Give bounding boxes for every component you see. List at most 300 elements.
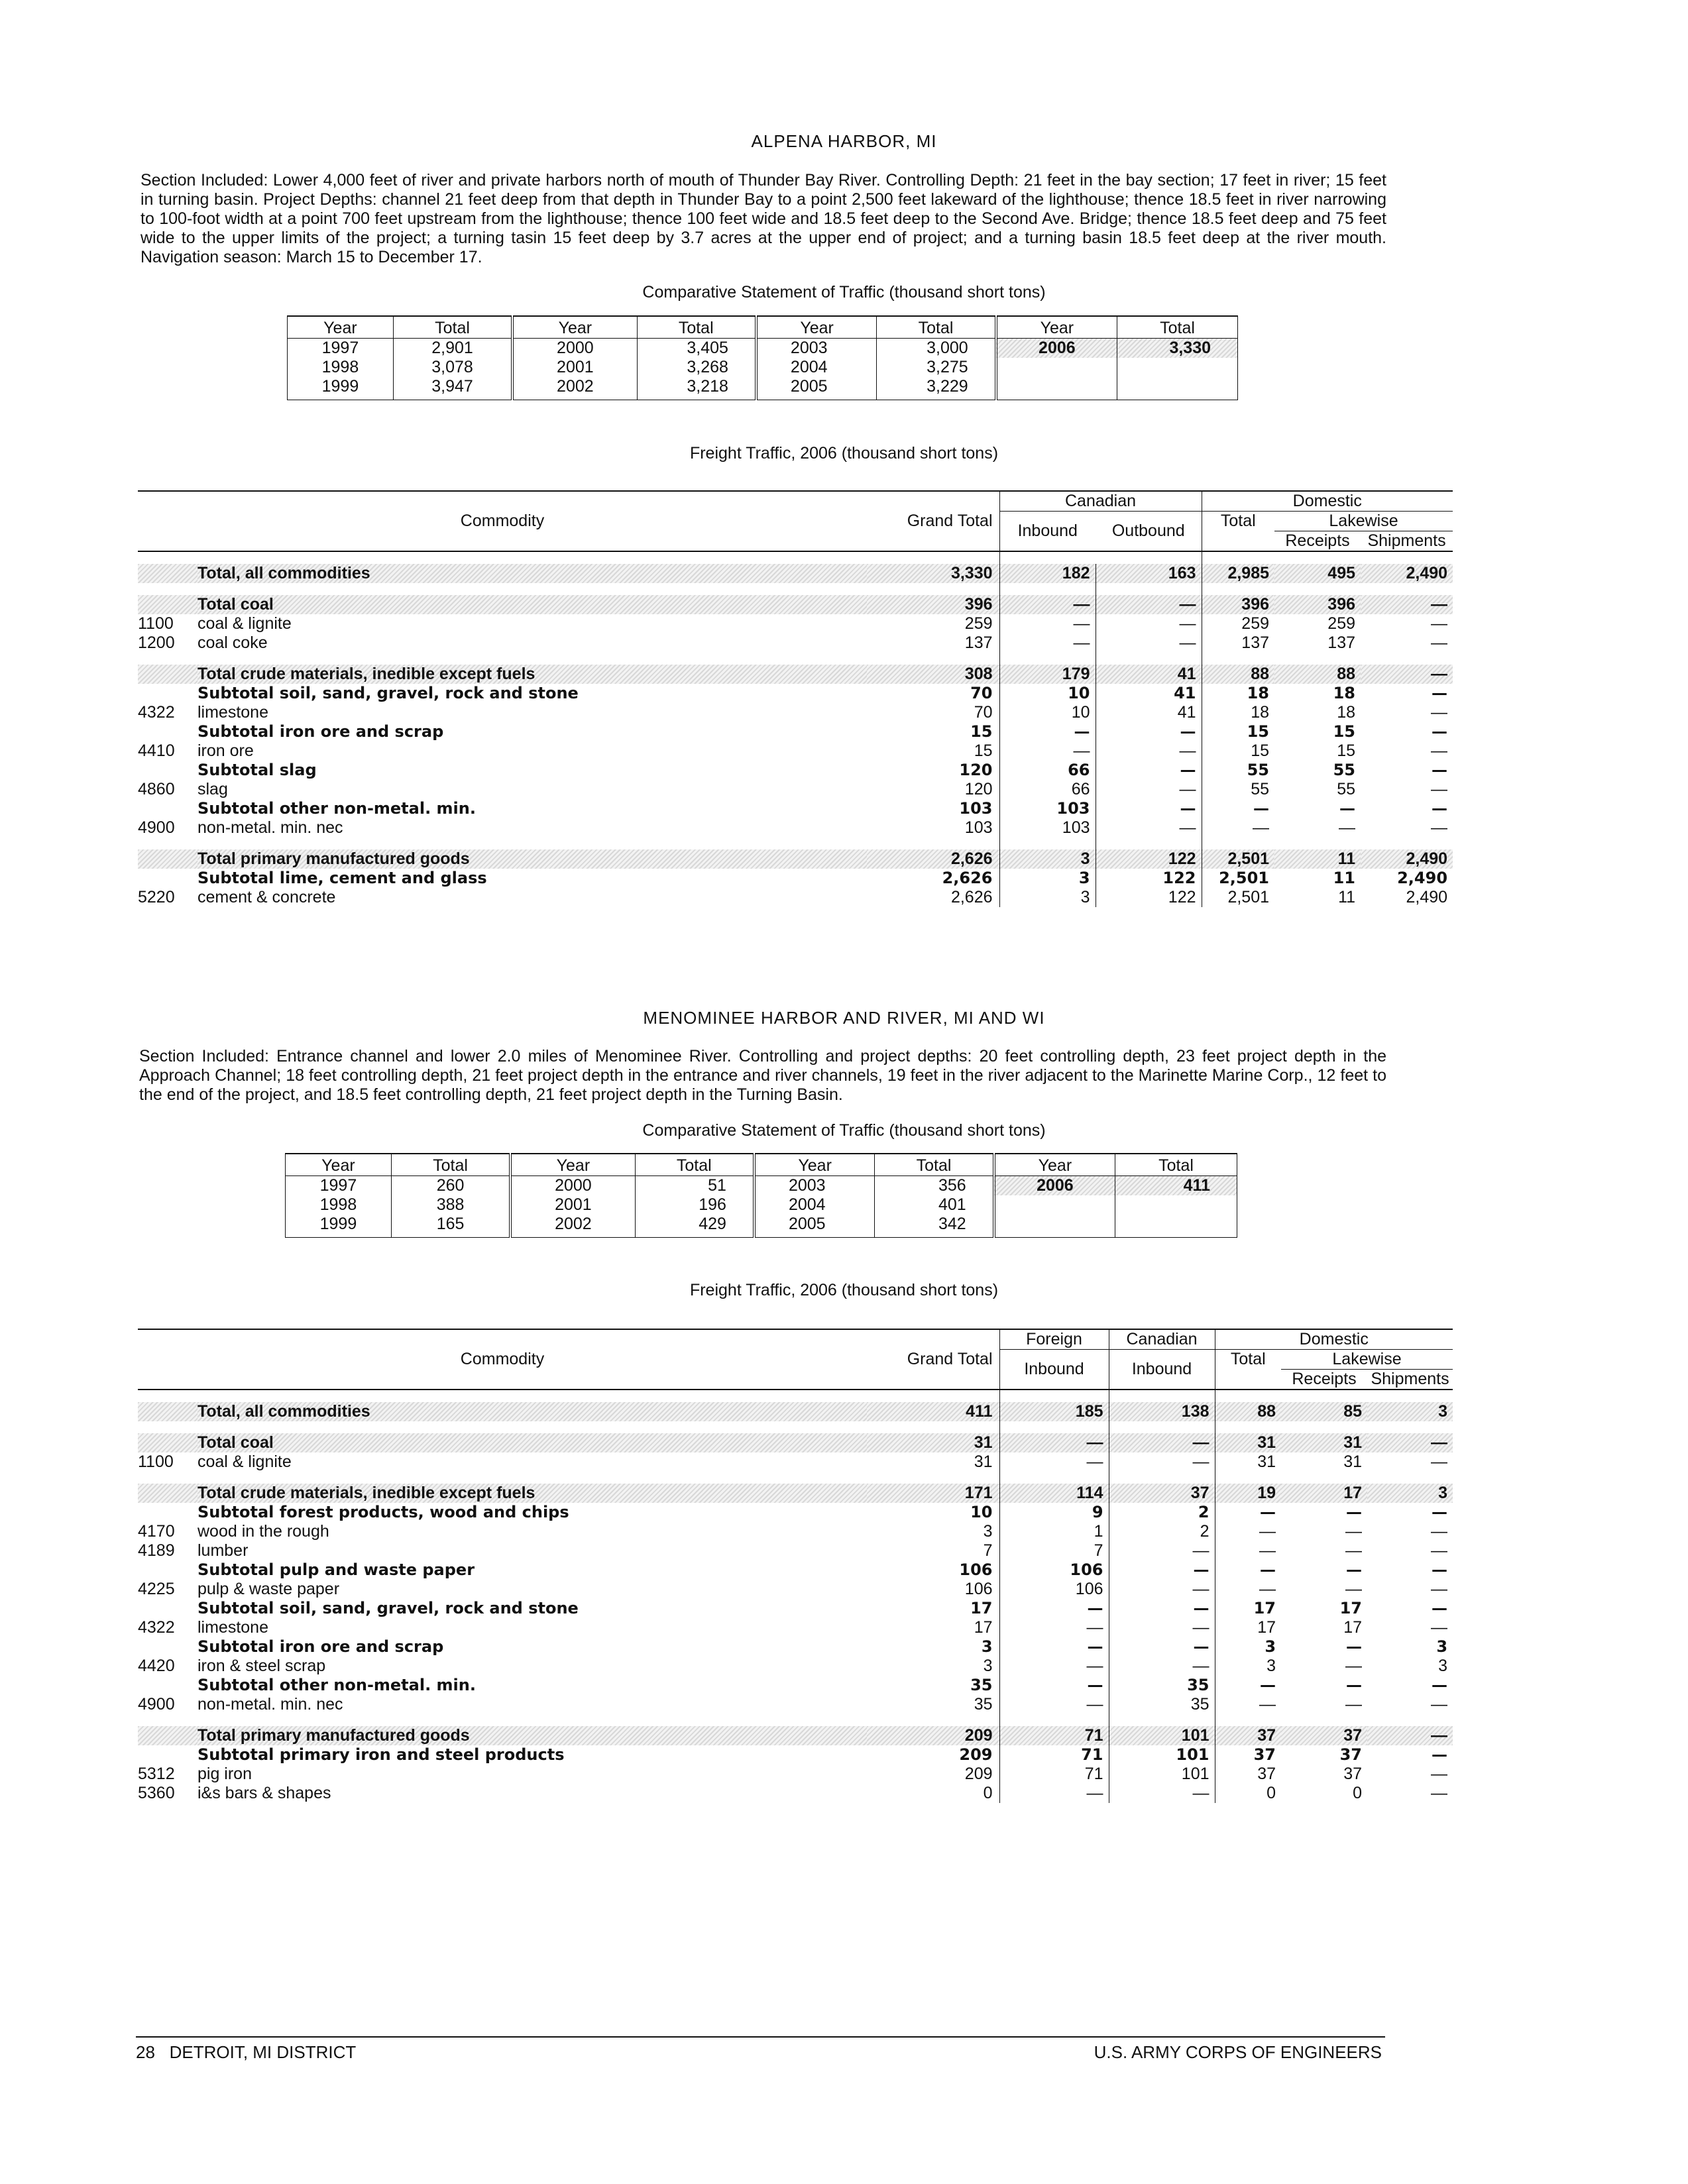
receipts-cell: 259 xyxy=(1327,614,1356,633)
domestic-total-cell: 259 xyxy=(1202,614,1274,633)
domestic-header: Domestic xyxy=(1215,1329,1453,1350)
outbound-cell: 35 xyxy=(1109,1695,1215,1714)
menominee-comp-caption: Comparative Statement of Traffic (thousand short tons) xyxy=(642,1121,1046,1140)
col-total: Total xyxy=(875,1154,994,1176)
domestic-total-cell: 19 xyxy=(1215,1484,1281,1503)
grand-total-cell: 3,330 xyxy=(867,564,999,583)
grand-total-cell: 120 xyxy=(959,761,993,779)
commodity-code: 5360 xyxy=(138,1784,175,1802)
menominee-description: Section Included: Entrance channel and lower 2.0 miles of Menominee River. Controlling and project depths: 20 feet controlling depth, 23 feet project depth in the Approach Channel; 18 feet controlling depth, 21 feet project depth in the entrance and river channels, 19 feet in the river adjacent to the Marinette Marine Corp., 12 feet to the end of the project, and 18.5 feet controlling depth, 21 feet project depth in the Turning Basin. xyxy=(139,1047,1386,1104)
subtotal-row xyxy=(138,869,1453,888)
comp-row xyxy=(288,358,1238,377)
shipments-cell: — xyxy=(1431,1618,1448,1637)
inbound-cell: — xyxy=(999,1618,1109,1637)
commodity-code: 4170 xyxy=(138,1522,175,1541)
commodity-name: Subtotal lime, cement and glass xyxy=(197,869,487,887)
table-row xyxy=(138,614,1453,633)
receipts-cell: 88 xyxy=(1274,665,1361,684)
total-cell: 388 xyxy=(391,1195,510,1215)
domestic-total-cell: 2,985 xyxy=(1202,564,1274,583)
receipts-cell: — xyxy=(1345,1657,1363,1675)
commodity-code xyxy=(138,1745,197,1765)
receipts-header: Receipts xyxy=(1281,1370,1367,1390)
outbound-cell: 101 xyxy=(1109,1745,1215,1765)
grand-total-cell: 308 xyxy=(867,665,999,684)
subtotal-row xyxy=(138,761,1453,780)
domestic-total-header: Total xyxy=(1215,1350,1281,1390)
grand-total-header: Grand Total xyxy=(867,1329,999,1390)
inbound-cell: 185 xyxy=(999,1402,1109,1421)
shipments-cell: — xyxy=(1431,741,1448,760)
outbound-cell: — xyxy=(1109,1784,1215,1803)
receipts-cell: 137 xyxy=(1327,633,1356,652)
outbound-cell: — xyxy=(1109,1433,1215,1452)
receipts-cell: 31 xyxy=(1343,1452,1363,1471)
subtotal-row xyxy=(138,1745,1453,1765)
year-cell: 1999 xyxy=(288,377,394,400)
grand-total-cell: 17 xyxy=(974,1618,993,1637)
receipts-cell: 11 xyxy=(1333,869,1356,887)
commodity-code xyxy=(138,665,197,684)
outbound-cell: 41 xyxy=(1096,684,1202,703)
commodity-name: Subtotal slag xyxy=(197,761,317,779)
total-row xyxy=(138,564,1453,583)
domestic-total-cell: — xyxy=(1215,1676,1281,1695)
commodity-name: limestone xyxy=(197,1618,268,1637)
total-cell: 260 xyxy=(391,1176,510,1196)
commodity-name: Total, all commodities xyxy=(197,564,867,583)
table-row xyxy=(138,1580,1453,1599)
commodity-name: lumber xyxy=(197,1541,249,1560)
outbound-cell: 122 xyxy=(1096,869,1202,888)
domestic-total-cell: 88 xyxy=(1215,1402,1281,1421)
domestic-total-cell: 55 xyxy=(1202,761,1274,780)
footer-left xyxy=(136,2042,356,2063)
domestic-total-cell: 15 xyxy=(1202,741,1274,761)
table-row xyxy=(138,888,1453,907)
total-row xyxy=(138,1433,1453,1452)
table-row xyxy=(138,741,1453,761)
commodity-name: Subtotal other non-metal. min. xyxy=(197,1676,476,1694)
lakewise-header: Lakewise xyxy=(1281,1350,1453,1370)
outbound-cell: — xyxy=(1096,595,1202,614)
receipts-cell: — xyxy=(1346,1676,1363,1694)
year-cell: 2000 xyxy=(510,1176,635,1196)
inbound-cell: 3 xyxy=(999,869,1096,888)
total-cell: 3,000 xyxy=(877,339,996,358)
inbound-cell: 66 xyxy=(999,761,1096,780)
comp-row xyxy=(288,377,1238,400)
shipments-cell: — xyxy=(1361,665,1453,684)
total-row xyxy=(138,1402,1453,1421)
receipts-cell: 0 xyxy=(1353,1784,1363,1802)
table-row xyxy=(138,1657,1453,1676)
subtotal-row xyxy=(138,1637,1453,1657)
commodity-name: Subtotal forest products, wood and chips xyxy=(197,1503,569,1521)
shipments-header: Shipments xyxy=(1367,1370,1453,1390)
col-year: Year xyxy=(286,1154,392,1176)
lakewise-header: Lakewise xyxy=(1274,512,1453,531)
receipts-cell: 495 xyxy=(1274,564,1361,583)
outbound-cell: 122 xyxy=(1096,849,1202,869)
grand-total-cell: 103 xyxy=(964,818,993,837)
commodity-code: 4900 xyxy=(138,818,175,837)
inbound-cell: 71 xyxy=(999,1765,1109,1784)
commodity-code xyxy=(138,1402,197,1421)
commodity-code: 4860 xyxy=(138,780,175,798)
table-row xyxy=(138,1695,1453,1714)
domestic-total-cell: — xyxy=(1202,799,1274,818)
shipments-cell: 3 xyxy=(1436,1637,1448,1656)
grand-total-cell: 3 xyxy=(983,1657,993,1675)
receipts-cell: — xyxy=(1346,1560,1363,1579)
domestic-total-cell: 55 xyxy=(1202,780,1274,799)
grand-total-cell: 411 xyxy=(867,1402,999,1421)
grand-total-cell: 70 xyxy=(974,703,993,722)
commodity-code: 4410 xyxy=(138,741,175,760)
outbound-cell: — xyxy=(1109,1580,1215,1599)
outbound-cell: — xyxy=(1096,780,1202,799)
inbound-cell: — xyxy=(999,1433,1109,1452)
col-year: Year xyxy=(512,316,637,339)
outbound-cell: — xyxy=(1109,1618,1215,1637)
domestic-total-cell: — xyxy=(1215,1560,1281,1580)
receipts-cell: — xyxy=(1345,1541,1363,1560)
commodity-name: iron ore xyxy=(197,741,254,760)
grand-total-cell: 106 xyxy=(959,1560,993,1579)
receipts-cell: — xyxy=(1346,1503,1363,1521)
shipments-cell: — xyxy=(1431,1522,1448,1541)
commodity-code xyxy=(138,564,197,583)
receipts-cell: 396 xyxy=(1274,595,1361,614)
commodity-code xyxy=(138,1560,197,1580)
domestic-total-cell: 3 xyxy=(1215,1637,1281,1657)
domestic-total-cell: 137 xyxy=(1202,633,1274,653)
grand-total-cell: 70 xyxy=(970,684,993,702)
col-total: Total xyxy=(637,316,756,339)
commodity-code xyxy=(138,869,197,888)
canadian-header: Canadian xyxy=(999,491,1202,512)
inbound-cell: — xyxy=(999,1452,1109,1472)
domestic-total-cell: 37 xyxy=(1215,1726,1281,1745)
shipments-cell: — xyxy=(1431,1580,1448,1598)
grand-total-cell: 137 xyxy=(964,633,993,652)
receipts-cell: 37 xyxy=(1343,1765,1363,1783)
grand-total-cell: 2,626 xyxy=(942,869,993,887)
commodity-code: 4322 xyxy=(138,1618,175,1637)
domestic-total-cell: 3 xyxy=(1215,1657,1281,1676)
domestic-total-cell: 18 xyxy=(1202,703,1274,722)
year-cell: 2002 xyxy=(512,377,637,400)
highlight-year: 2006 xyxy=(994,1176,1115,1196)
grand-total-cell: 2,626 xyxy=(950,888,993,906)
commodity-name: Subtotal pulp and waste paper xyxy=(197,1560,475,1579)
outbound-cell: — xyxy=(1109,1657,1215,1676)
year-cell: 2005 xyxy=(754,1215,875,1238)
outbound-cell: — xyxy=(1096,761,1202,780)
alpena-comp-caption: Comparative Statement of Traffic (thousand short tons) xyxy=(642,283,1046,301)
total-cell: 3,268 xyxy=(637,358,756,377)
domestic-total-cell: 2,501 xyxy=(1202,888,1274,907)
inbound-cell: 179 xyxy=(999,665,1096,684)
col-total: Total xyxy=(393,316,512,339)
commodity-code xyxy=(138,1433,197,1452)
commodity-name: coal & lignite xyxy=(197,1452,292,1471)
grand-total-cell: 31 xyxy=(974,1452,993,1471)
commodity-code xyxy=(138,1637,197,1657)
total-cell: 356 xyxy=(875,1176,994,1196)
domestic-total-cell: — xyxy=(1215,1580,1281,1599)
total-cell: 342 xyxy=(875,1215,994,1238)
domestic-total-cell: 17 xyxy=(1215,1618,1281,1637)
shipments-cell: 2,490 xyxy=(1406,888,1448,906)
shipments-cell: 2,490 xyxy=(1397,869,1448,887)
total-row xyxy=(138,849,1453,869)
inbound-cell: 7 xyxy=(999,1541,1109,1560)
alpena-freight-table xyxy=(138,490,1453,907)
shipments-cell: 2,490 xyxy=(1361,849,1453,869)
receipts-cell: 15 xyxy=(1333,722,1356,741)
commodity-name: Total primary manufactured goods xyxy=(197,1726,867,1745)
grand-total-cell: 17 xyxy=(970,1599,993,1617)
commodity-code xyxy=(138,684,197,703)
commodity-name: limestone xyxy=(197,703,268,722)
footer-agency: U.S. ARMY CORPS OF ENGINEERS xyxy=(1094,2042,1382,2062)
year-cell: 2003 xyxy=(754,1176,875,1196)
commodity-name: slag xyxy=(197,780,228,798)
inbound-cell: — xyxy=(999,595,1096,614)
highlight-total: 411 xyxy=(1115,1176,1237,1196)
shipments-cell: — xyxy=(1432,722,1448,741)
outbound-cell: 122 xyxy=(1096,888,1202,907)
shipments-cell: 3 xyxy=(1438,1657,1448,1675)
receipts-cell: 17 xyxy=(1281,1484,1367,1503)
domestic-total-cell: 37 xyxy=(1215,1765,1281,1784)
inbound-cell: — xyxy=(999,741,1096,761)
shipments-cell: — xyxy=(1431,1765,1448,1783)
total-cell: 3,229 xyxy=(877,377,996,400)
grand-total-cell: 209 xyxy=(959,1745,993,1764)
shipments-cell: — xyxy=(1432,1676,1448,1694)
commodity-name: cement & concrete xyxy=(197,888,336,906)
outbound-cell: — xyxy=(1096,614,1202,633)
col-year: Year xyxy=(994,1154,1115,1176)
shipments-cell: — xyxy=(1431,1695,1448,1714)
subtotal-row xyxy=(138,1503,1453,1522)
year-cell: 1999 xyxy=(286,1215,392,1238)
outbound-cell: — xyxy=(1096,741,1202,761)
grand-total-cell: 396 xyxy=(867,595,999,614)
grand-total-cell: 35 xyxy=(970,1676,993,1694)
shipments-cell: 3 xyxy=(1367,1402,1453,1421)
inbound-cell: — xyxy=(999,722,1096,741)
year-cell: 2001 xyxy=(510,1195,635,1215)
commodity-name: Total coal xyxy=(197,595,867,614)
inbound-cell: 71 xyxy=(999,1726,1109,1745)
commodity-name: non-metal. min. nec xyxy=(197,1695,343,1714)
outbound-cell: — xyxy=(1096,633,1202,653)
grand-total-cell: 209 xyxy=(867,1726,999,1745)
commodity-code: 4322 xyxy=(138,703,175,722)
receipts-cell: 11 xyxy=(1338,888,1356,906)
total-cell: 3,947 xyxy=(393,377,512,400)
menominee-comparative-table xyxy=(285,1153,1237,1238)
commodity-header: Commodity xyxy=(138,491,867,551)
shipments-cell: — xyxy=(1432,1560,1448,1579)
year-cell: 2000 xyxy=(512,339,637,358)
commodity-code: 5312 xyxy=(138,1765,175,1783)
shipments-cell: — xyxy=(1431,1452,1448,1471)
domestic-total-header: Total xyxy=(1202,512,1274,552)
col-total: Total xyxy=(877,316,996,339)
domestic-total-cell: 396 xyxy=(1202,595,1274,614)
domestic-total-cell: 31 xyxy=(1215,1452,1281,1472)
domestic-total-cell: 2,501 xyxy=(1202,849,1274,869)
receipts-cell: 55 xyxy=(1337,780,1356,798)
col-year: Year xyxy=(288,316,394,339)
inbound-cell: 3 xyxy=(999,849,1096,869)
alpena-freight-caption: Freight Traffic, 2006 (thousand short tons) xyxy=(689,444,999,463)
subtotal-row xyxy=(138,684,1453,703)
shipments-cell: — xyxy=(1367,1726,1453,1745)
commodity-code: 1200 xyxy=(138,633,175,652)
inbound-cell: 10 xyxy=(999,684,1096,703)
receipts-cell: 31 xyxy=(1281,1433,1367,1452)
outbound-cell: — xyxy=(1096,799,1202,818)
commodity-code: 4420 xyxy=(138,1657,175,1675)
domestic-total-cell: — xyxy=(1215,1541,1281,1560)
inbound-cell: 9 xyxy=(999,1503,1109,1522)
total-cell: 429 xyxy=(635,1215,754,1238)
commodity-code: 5220 xyxy=(138,888,175,906)
year-cell: 1998 xyxy=(286,1195,392,1215)
total-row xyxy=(138,595,1453,614)
grand-total-cell: 7 xyxy=(983,1541,993,1560)
comp-row xyxy=(288,339,1238,358)
grand-total-header: Grand Total xyxy=(867,491,999,551)
grand-total-cell: 31 xyxy=(867,1433,999,1452)
commodity-name: non-metal. min. nec xyxy=(197,818,343,837)
table-row xyxy=(138,1541,1453,1560)
col-total: Total xyxy=(1117,316,1238,339)
domestic-total-cell: 15 xyxy=(1202,722,1274,741)
commodity-name: i&s bars & shapes xyxy=(197,1784,331,1802)
highlight-year: 2006 xyxy=(996,339,1117,358)
receipts-cell: 18 xyxy=(1337,703,1356,722)
col-year: Year xyxy=(510,1154,635,1176)
inbound-cell: 66 xyxy=(999,780,1096,799)
table-row xyxy=(138,1784,1453,1803)
total-cell: 3,078 xyxy=(393,358,512,377)
inbound-cell: — xyxy=(999,614,1096,633)
grand-total-cell: 2,626 xyxy=(867,849,999,869)
commodity-name: Subtotal iron ore and scrap xyxy=(197,722,444,741)
col-total: Total xyxy=(635,1154,754,1176)
total-cell: 3,405 xyxy=(637,339,756,358)
shipments-cell: — xyxy=(1431,780,1448,798)
grand-total-cell: 106 xyxy=(964,1580,993,1598)
commodity-code xyxy=(138,1503,197,1522)
domestic-total-cell: 17 xyxy=(1215,1599,1281,1618)
commodity-name: Total crude materials, inedible except fuels xyxy=(197,665,867,684)
outbound-cell: 101 xyxy=(1109,1726,1215,1745)
outbound-cell: 2 xyxy=(1109,1522,1215,1541)
shipments-cell: — xyxy=(1431,1541,1448,1560)
shipments-cell: — xyxy=(1432,1745,1448,1764)
inbound-cell: 106 xyxy=(999,1560,1109,1580)
grand-total-cell: 171 xyxy=(867,1484,999,1503)
receipts-cell: 37 xyxy=(1339,1745,1363,1764)
table-row xyxy=(138,633,1453,653)
shipments-cell: — xyxy=(1431,703,1448,722)
inbound-cell: 3 xyxy=(999,888,1096,907)
subtotal-row xyxy=(138,1676,1453,1695)
grand-total-cell: 0 xyxy=(983,1784,993,1802)
grand-total-cell: 120 xyxy=(964,780,993,798)
table-row xyxy=(138,1765,1453,1784)
commodity-code: 4900 xyxy=(138,1695,175,1714)
commodity-code xyxy=(138,1599,197,1618)
outbound-cell: 2 xyxy=(1109,1503,1215,1522)
total-cell: 196 xyxy=(635,1195,754,1215)
receipts-cell: 17 xyxy=(1339,1599,1363,1617)
commodity-code: 1100 xyxy=(138,1452,174,1471)
menominee-title: MENOMINEE HARBOR AND RIVER, MI AND WI xyxy=(643,1008,1045,1028)
shipments-cell: — xyxy=(1431,614,1448,633)
domestic-header: Domestic xyxy=(1202,491,1453,512)
outbound-cell: 163 xyxy=(1096,564,1202,583)
outbound-cell: 138 xyxy=(1109,1402,1215,1421)
inbound-cell: 103 xyxy=(999,818,1096,838)
inbound-cell: 103 xyxy=(999,799,1096,818)
comp-row xyxy=(286,1176,1237,1196)
outbound-cell: — xyxy=(1109,1637,1215,1657)
total-cell: 3,218 xyxy=(637,377,756,400)
commodity-code xyxy=(138,722,197,741)
comp-row xyxy=(286,1195,1237,1215)
outbound-cell: — xyxy=(1096,722,1202,741)
shipments-cell: — xyxy=(1432,1503,1448,1521)
menominee-freight-table xyxy=(138,1329,1453,1803)
inbound-cell: — xyxy=(999,1695,1109,1714)
grand-total-cell: 10 xyxy=(970,1503,993,1521)
foreign-inbound-header: Inbound xyxy=(999,1350,1109,1390)
inbound-cell: 71 xyxy=(999,1745,1109,1765)
inbound-cell: — xyxy=(999,1637,1109,1657)
outbound-cell: — xyxy=(1109,1541,1215,1560)
year-cell: 1998 xyxy=(288,358,394,377)
outbound-cell: 37 xyxy=(1109,1484,1215,1503)
shipments-cell: — xyxy=(1431,633,1448,652)
outbound-cell: — xyxy=(1096,818,1202,838)
inbound-cell: — xyxy=(999,1784,1109,1803)
subtotal-row xyxy=(138,722,1453,741)
table-row xyxy=(138,780,1453,799)
shipments-cell: — xyxy=(1367,1433,1453,1452)
shipments-cell: — xyxy=(1431,1784,1448,1802)
receipts-cell: 11 xyxy=(1274,849,1361,869)
foreign-header: Foreign xyxy=(999,1329,1109,1350)
commodity-name: coal coke xyxy=(197,633,268,652)
year-cell: 2005 xyxy=(756,377,877,400)
receipts-cell: — xyxy=(1345,1580,1363,1598)
commodity-code xyxy=(138,761,197,780)
domestic-total-cell: 31 xyxy=(1215,1433,1281,1452)
receipts-cell: — xyxy=(1345,1522,1363,1541)
table-row xyxy=(138,1522,1453,1541)
outbound-cell: — xyxy=(1109,1599,1215,1618)
grand-total-cell: 35 xyxy=(974,1695,993,1714)
